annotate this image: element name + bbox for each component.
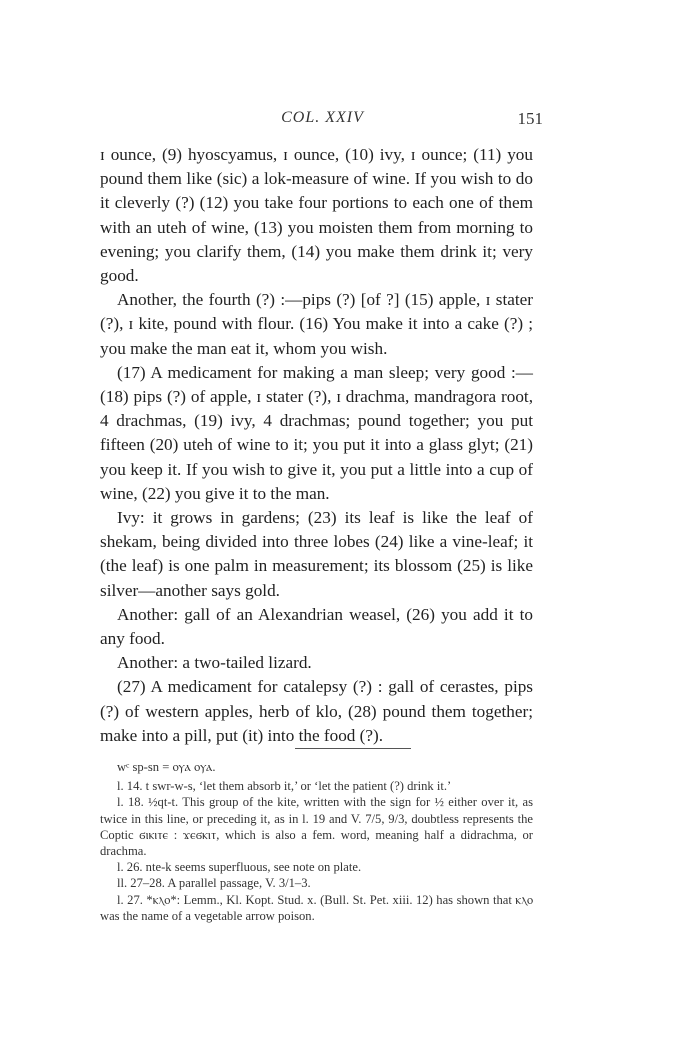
footnote: ll. 27–28. A parallel passage, V. 3/1–3.: [117, 876, 311, 891]
page-number: 151: [517, 109, 543, 128]
paragraph: Another: gall of an Alexandrian weasel, (26) you add it to any food.: [100, 604, 533, 649]
main-text: [100, 143, 533, 748]
paragraph: Another: a two-tailed lizard.: [117, 653, 312, 673]
paragraph: (27) A medicament for catalepsy (?) : gall of cerastes, pips (?) of western apples, herb of klo, (28) pound them together; make into a pill, put (it) into the food (?).: [100, 677, 533, 745]
footnote: l. 27. *ⲕⲗⲟ*: Lemm., Kl. Kopt. Stud. x. (Bull. St. Pet. xiii. 12) has shown that ⲕⲗⲟ was the name of a vegetable arrow poison.: [100, 892, 533, 923]
footnote-divider: [295, 748, 411, 749]
page-header: [100, 109, 545, 133]
running-title: COL. XXIV: [281, 109, 364, 126]
paragraph: ɪ ounce, (9) hyoscyamus, ɪ ounce, (10) ivy, ɪ ounce; (11) you pound them like (sic) a lok-measure of wine. If you wish to do it cleverly (?) (12) you take four portions to each one of them with an uteh of wine, (13) you moisten them from morning to evening; you clarify them, (14) you make them drink it; very good.: [100, 145, 533, 286]
footnote: l. 14. t swr-w-s, ‘let them absorb it,’ or ‘let the patient (?) drink it.’: [117, 779, 452, 794]
paragraph: Ivy: it grows in gardens; (23) its leaf is like the leaf of shekam, being divided into three lobes (24) like a vine-leaf; it (the leaf) is one palm in measurement; its blossom (25) is like silver—another says gold.: [100, 508, 533, 600]
footnote-heading: wᶜ sp-sn = ⲟⲩⲁ ⲟⲩⲁ.: [117, 760, 216, 774]
paragraph: (17) A medicament for making a man sleep; very good :—(18) pips (?) of apple, ɪ stater (?), ɪ drachma, mandragora root, 4 drachmas, (19) ivy, 4 drachmas; pound together; you put fifteen (20) uteh of wine to it; you put it into a glass glyt; (21) you keep it. If you wish to give it, you put a little into a cup of wine, (22) you give it to the man.: [100, 362, 533, 503]
footnote: l. 26. nte-k seems superfluous, see note on plate.: [117, 860, 362, 875]
paragraph: Another, the fourth (?) :—pips (?) [of ?] (15) apple, ɪ stater (?), ɪ kite, pound with flour. (16) You make it into a cake (?) ; you make the man eat it, whom you wish.: [100, 290, 533, 358]
footnotes: [100, 759, 533, 924]
footnote: l. 18. ½qt-t. This group of the kite, written with the sign for ½ either over it, as twice in this line, or preceding it, as in l. 19 and V. 7/5, 9/3, doubtless represents the Coptic ϭⲓⲕⲓⲧⲉ : ϫⲉϭⲕⲓⲧ, which is also a fem. word, meaning half a didrachma, or drachma.: [100, 795, 533, 859]
